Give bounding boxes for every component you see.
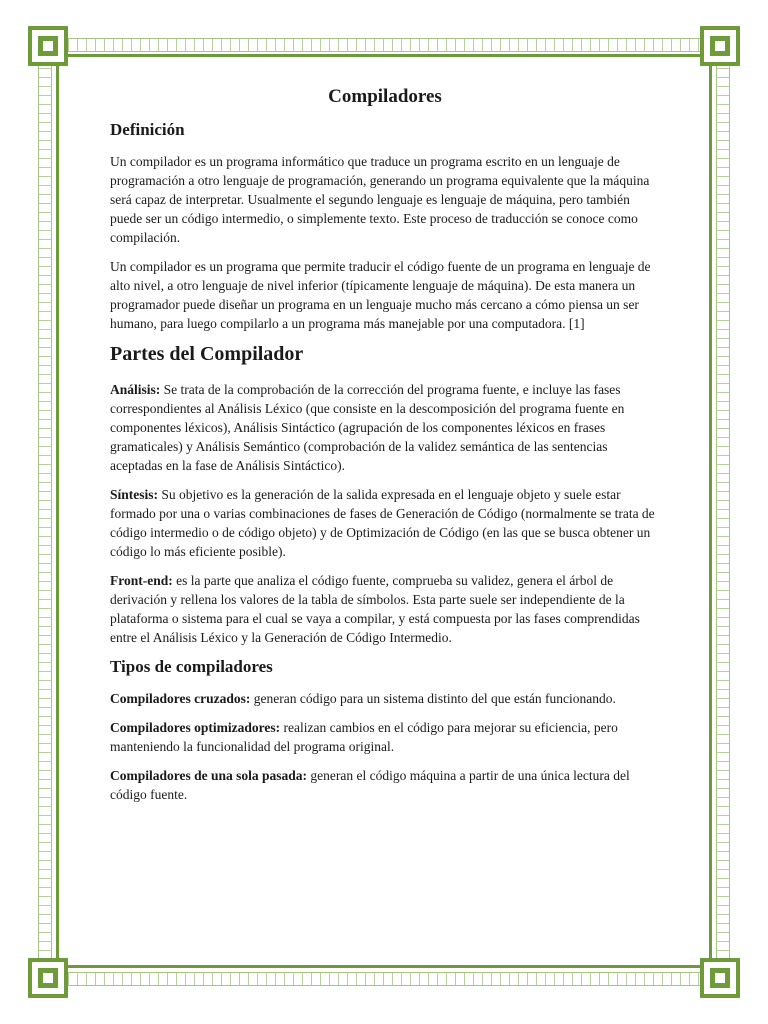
paragraph-definicion-1: Un compilador es un programa informático que traduce un programa escrito en un lenguaje de programación a otro lenguaje de programación, generando un programa equivalente que la máquina será capaz de interpretar. Usualmente el segundo lenguaje es lenguaje de máquina, pero también puede ser un código intermedio, o simplemente texto. Este proceso de traducción se conoce como compilación. (110, 154, 650, 245)
text-analisis: Se trata de la comprobación de la corrección del programa fuente, e incluye las fases correspondientes al Análisis Léxico (que consiste en la descomposición del programa fuente en componentes léxicos), Análisis Sintáctico (agrupación de los componentes léxicos en frases gramaticales) y Análisis Semántico (comprobación de la validez semántica de las sentencias aceptadas en la fase de Análisis Sintáctico). (110, 382, 625, 473)
section-heading-partes: Partes del Compilador (110, 343, 304, 365)
text-optimizadores: realizan cambios en el código para mejorar su eficiencia, pero manteniendo la funcionalidad del programa original. (110, 720, 618, 754)
corner-ornament-icon (28, 26, 68, 66)
term-analisis: Análisis: (110, 382, 161, 397)
paragraph-una-sola-pasada (110, 766, 660, 804)
text-cruzados: generan código para un sistema distinto del que están funcionando. (250, 691, 616, 706)
corner-ornament-icon (700, 958, 740, 998)
document-body (110, 84, 660, 814)
paragraph-definicion-2: Un compilador es un programa que permite traducir el código fuente de un programa en lenguaje de alto nivel, a otro lenguaje de nivel inferior (típicamente lenguaje de máquina). De esta manera un programador puede diseñar un programa en un lenguaje mucho más cercano a cómo piensa un ser humano, para luego compilarlo a un programa más manejable por una computadora. [1] (110, 259, 651, 331)
page-title: Compiladores (328, 86, 442, 107)
page-border-right-rail (716, 60, 730, 964)
page-border-left-rail (38, 60, 52, 964)
term-frontend: Front-end: (110, 573, 173, 588)
corner-ornament-icon (700, 26, 740, 66)
page-border-top-rail (60, 38, 708, 52)
term-una-sola-pasada: Compiladores de una sola pasada: (110, 768, 308, 783)
paragraph-optimizadores (110, 718, 660, 756)
corner-ornament-icon (28, 958, 68, 998)
text-sintesis: Su objetivo es la generación de la salida expresada en el lenguaje objeto y suele estar formado por una o varias combinaciones de fases de Generación de Código (normalmente se trata de código intermedio o de código objeto) y de Optimización de Código (en las que se busca obtener un código lo más eficiente posible). (110, 487, 655, 559)
paragraph-frontend (110, 571, 660, 647)
paragraph-sintesis (110, 485, 660, 561)
term-sintesis: Síntesis: (110, 487, 159, 502)
page-border-bottom-rail (60, 972, 708, 986)
term-optimizadores: Compiladores optimizadores: (110, 720, 281, 735)
paragraph-cruzados (110, 689, 660, 708)
text-frontend: es la parte que analiza el código fuente, comprueba su validez, genera el árbol de derivación y rellena los valores de la tabla de símbolos. Esta parte suele ser independiente de la plataforma o sistema para el cual se vaya a compilar, y está compuesta por las fases comprendidas entre el Análisis Léxico y la Generación de Código Intermedio. (110, 573, 640, 645)
term-cruzados: Compiladores cruzados: (110, 691, 251, 706)
section-heading-tipos: Tipos de compiladores (110, 657, 273, 676)
paragraph-analisis (110, 380, 660, 475)
text-una-sola-pasada: generan el código máquina a partir de una única lectura del código fuente. (110, 768, 630, 802)
section-heading-definicion: Definición (110, 120, 185, 139)
